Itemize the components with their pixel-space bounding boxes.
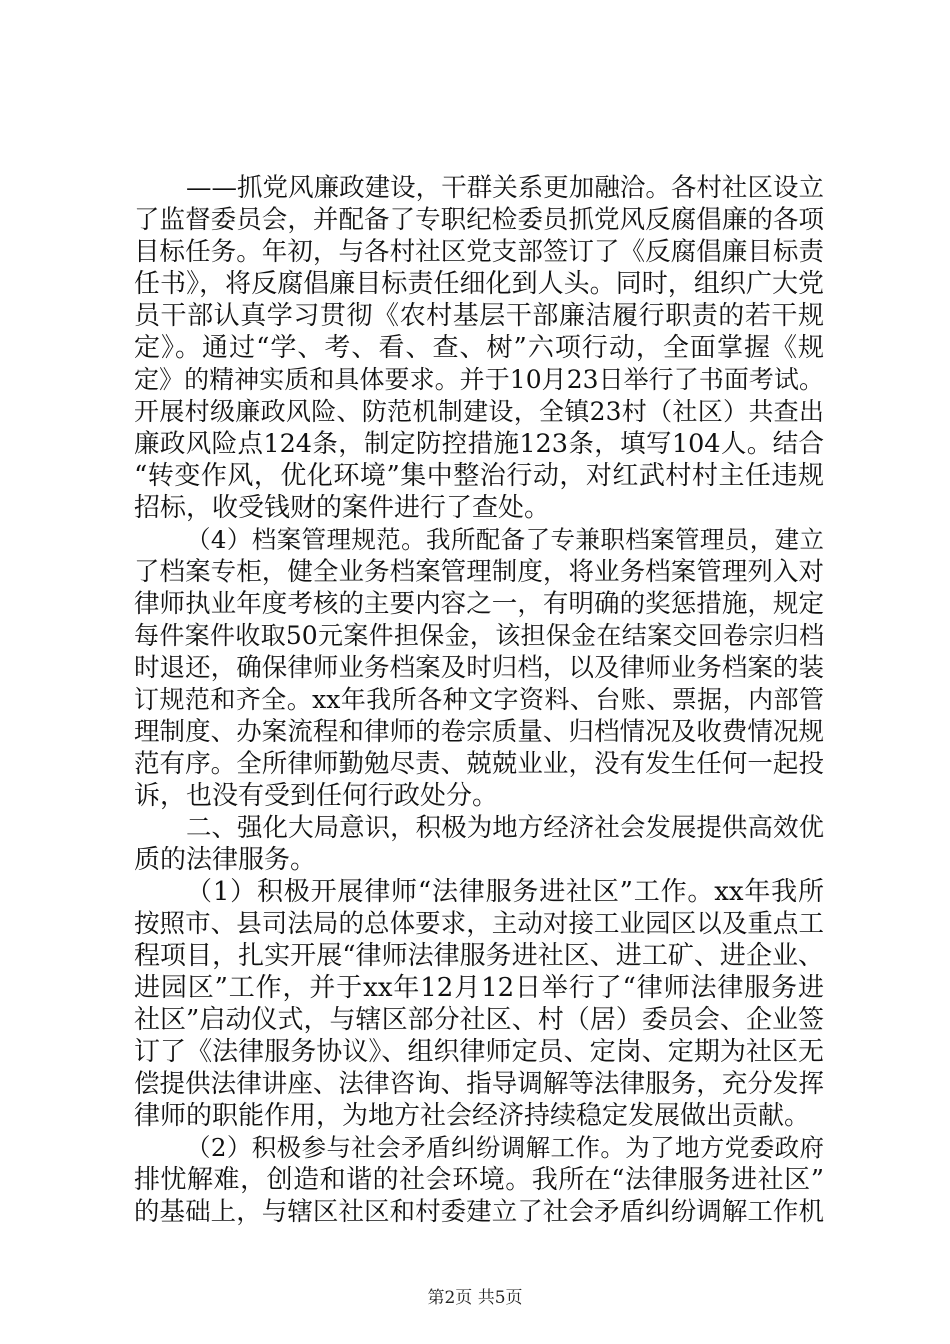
text-line: 律师执业年度考核的主要内容之一，有明确的奖惩措施，规定 — [134, 589, 824, 619]
text-line: 时退还，确保律师业务档案及时归档，以及律师业务档案的装 — [134, 653, 824, 683]
text-line: ——抓党风廉政建设，干群关系更加融洽。各村社区设立 — [186, 173, 824, 203]
page-footer: 第2页 共5页 — [427, 1288, 523, 1308]
text-line: 律师的职能作用，为地方社会经济持续稳定发展做出贡献。 — [134, 1101, 811, 1131]
text-line: （4）档案管理规范。我所配备了专兼职档案管理员，建立 — [186, 525, 824, 554]
text-line: 程项目，扎实开展“律师法律服务进社区、进工矿、进企业、 — [134, 941, 824, 971]
text-line: （2）积极参与社会矛盾纠纷调解工作。为了地方党委政府 — [186, 1133, 824, 1162]
text-line: 开展村级廉政风险、防范机制建设，全镇23村（社区）共查出 — [134, 397, 824, 426]
text-line: 按照市、县司法局的总体要求，主动对接工业园区以及重点工 — [134, 909, 824, 939]
text-line: 廉政风险点124条，制定防控措施123条，填写104人。结合 — [134, 429, 824, 459]
text-line: 的基础上，与辖区社区和村委建立了社会矛盾纠纷调解工作机 — [134, 1197, 824, 1227]
text-line: 进园区”工作，并于xx年12月12日举行了“律师法律服务进 — [134, 973, 824, 1003]
text-line: 目标任务。年初，与各村社区党支部签订了《反腐倡廉目标责 — [134, 237, 824, 267]
text-line: 范有序。全所律师勤勉尽责、兢兢业业，没有发生任何一起投 — [134, 749, 824, 779]
text-line: 理制度、办案流程和律师的卷宗质量、归档情况及收费情况规 — [134, 717, 824, 747]
text-line: 每件案件收取50元案件担保金，该担保金在结案交回卷宗归档 — [134, 621, 824, 650]
text-line: 偿提供法律讲座、法律咨询、指导调解等法律服务，充分发挥 — [134, 1069, 824, 1099]
text-line: 社区”启动仪式，与辖区部分社区、村（居）委员会、企业签 — [134, 1005, 824, 1035]
text-line: 了档案专柜，健全业务档案管理制度，将业务档案管理列入对 — [134, 557, 824, 587]
text-line: “转变作风，优化环境”集中整治行动，对红武村村主任违规 — [134, 461, 824, 491]
text-line: 员干部认真学习贯彻《农村基层干部廉洁履行职责的若干规 — [134, 301, 824, 331]
text-line: 定》的精神实质和具体要求。并于10月23日举行了书面考试。 — [134, 365, 824, 394]
text-line: 诉，也没有受到任何行政处分。 — [134, 781, 499, 811]
text-line: 二、强化大局意识，积极为地方经济社会发展提供高效优 — [186, 813, 824, 843]
text-line: （1）积极开展律师“法律服务进社区”工作。xx年我所 — [186, 877, 824, 907]
document-body — [134, 172, 824, 1228]
text-line: 定》。通过“学、考、看、查、树”六项行动，全面掌握《规 — [134, 333, 824, 363]
text-line: 订规范和齐全。xx年我所各种文字资料、台账、票据，内部管 — [134, 685, 824, 714]
text-line: 任书》，将反腐倡廉目标责任细化到人头。同时，组织广大党 — [134, 269, 824, 299]
text-line: 订了《法律服务协议》、组织律师定员、定岗、定期为社区无 — [134, 1037, 824, 1067]
text-line: 了监督委员会，并配备了专职纪检委员抓党风反腐倡廉的各项 — [134, 205, 824, 235]
text-line: 质的法律服务。 — [134, 845, 317, 875]
text-line: 排忧解难，创造和谐的社会环境。我所在“法律服务进社区” — [134, 1165, 824, 1195]
text-line: 招标，收受钱财的案件进行了查处。 — [134, 493, 551, 523]
